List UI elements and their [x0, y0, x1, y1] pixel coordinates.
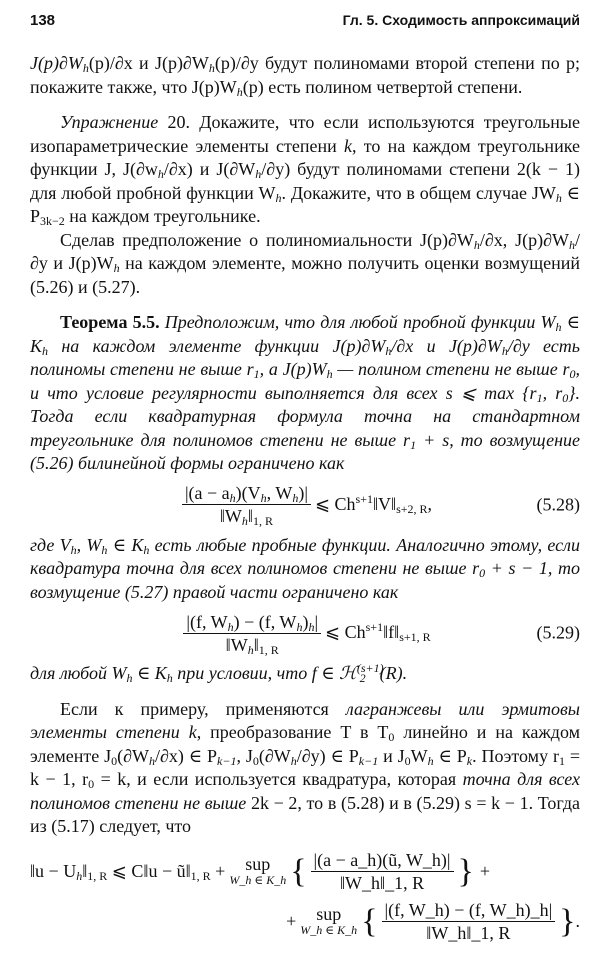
- final-equation-line-2: + sup W_h ∈ K_h { $\frac{|(f, W\_h) - (f, W\_h)\_h|}{‖W\_h‖\_1, R}$ } .: [286, 900, 580, 943]
- equation-5-28: $\frac{|(a - a_h)(V_h, W_h)|}{‖W_h‖_{1, R}}$ ⩽ $Ch^{s+1}‖V‖_{s+2, R}$, (5.28): [30, 482, 580, 528]
- fraction: $\frac{|(f, W_h) - (f, W_h)_h|}{‖W_h‖_{1, R}}$: [183, 612, 321, 655]
- paragraph-intro: $J(p)\partial W_h(p)/\partial x$ и $J(p)\partial W_h(p)/\partial y$ будут полиномами второй степени по p; покажите также, что $J(p)W_h(p)$ есть полином четвертой степени.: [30, 53, 580, 99]
- paragraph-where: где $V_h$, $W_h$ ∈ $K_h$ есть любые пробные функции. Аналогично этому, если квадратура точна для всех полиномов степени не выше $r_0 + s - 1$, то возмущение (5.27) правой части ограничено как: [30, 534, 581, 602]
- theorem-5-5: Теорема 5.5. Предположим, что для любой пробной функции $W_h$ ∈ $K_h$ на каждом элементе функции $J(p)\partial W_h/\partial x$ и $J(p)\partial W_h/\partial y$ есть полиномы степени не выше $r_1$, а $J(p)W_h$ — полином степени не выше $r_0$, и что условие регулярности выполняется для всех s ⩽ $\max \{r_1$, $r_0$}. Тогда если квадратурная формула точна на стандартном треугольнике для полиномов степени не выше $r_1 + s$, то возмущение (5.26) билинейной формы ограничено как: [30, 312, 581, 473]
- equation-5-29: $\frac{|(f, W_h) - (f, W_h)_h|}{‖W_h‖_{1, R}}$ ⩽ $Ch^{s+1}‖f‖_{s+1, R}$ (5.29): [30, 610, 580, 656]
- fraction: $\frac{|(a - a_h)(V_h, W_h)|}{‖W_h‖_{1, R}}$: [182, 483, 311, 526]
- page-header: [30, 10, 580, 52]
- paragraph-example: Если к примеру, применяются лагранжевы или эрмитовы элементы степени k, преобразование T в $T_0$ линейно и на каждом элементе $J_0(\partial W_h/\partial x)$ ∈ $P_{k-1}$, $J_0(\partial W_h/\partial y)$ ∈ $P_{k-1}$ и $J_0W_h$ ∈ $P_k$. Поэтому $r_1 = k - 1$, $r_0 = k$, и если используется квадратура, которая точна для всех полиномов степени не выше 2k − 2, то в (5.28) и в (5.29) s = k − 1. Тогда из (5.17) следует, что: [30, 698, 580, 836]
- fraction: $\frac{|(f, W\_h) - (f, W\_h)\_h|}{‖W\_h‖\_1, R}$: [382, 900, 556, 943]
- fraction: $\frac{|(a - a\_h)(ũ, W\_h)|}{‖W\_h‖\_1, R}$: [311, 850, 454, 893]
- paragraph-for-any: для любой $W_h$ ∈ $K_h$ при условии, что f ∈ ℋ$^{(s+1)}_2$ (R).: [30, 661, 408, 685]
- supremum-operator: sup W_h ∈ K_h: [229, 853, 287, 887]
- exercise-label: Упражнение: [60, 112, 159, 132]
- running-title: Гл. 5. Сходимость аппроксимаций: [342, 12, 580, 28]
- equation-number: (5.29): [536, 622, 580, 643]
- equation-number: (5.28): [536, 493, 580, 514]
- final-equation-line-1: ‖u − $U_h‖_{1, R}$ ⩽ C‖u − $ũ‖_{1, R}$ + sup W_h ∈ K_h { $\frac{|(a - a\_h)(ũ, W\_h)|}{‖W\_h‖\_1, R}$ } +: [30, 850, 491, 893]
- theorem-label: Теорема 5.5.: [60, 312, 160, 332]
- page-number: 138: [30, 12, 56, 29]
- paragraph-assumption: Сделав предположение о полиномиальности $J(p)\partial W_h/\partial x$, $J(p)\partial W_h/\partial y$ и $J(p)W_h$ на каждом элементе, можно получить оценки возмущений (5.26) и (5.27).: [30, 229, 580, 297]
- exercise-20: Упражнение 20. Докажите, что если используются треугольные изопараметрические элементы степени k, то на каждом треугольнике функции J, $J(\partial w_h/\partial x)$ и $J(\partial W_h/\partial y)$ будут полиномами степени 2(k − 1) для любой пробной функции $W_h$. Докажите, что в общем случае $JW_h$ ∈ $P_{3k-2}$ на каждом треугольнике.: [30, 112, 580, 228]
- supremum-operator: sup W_h ∈ K_h: [300, 903, 358, 937]
